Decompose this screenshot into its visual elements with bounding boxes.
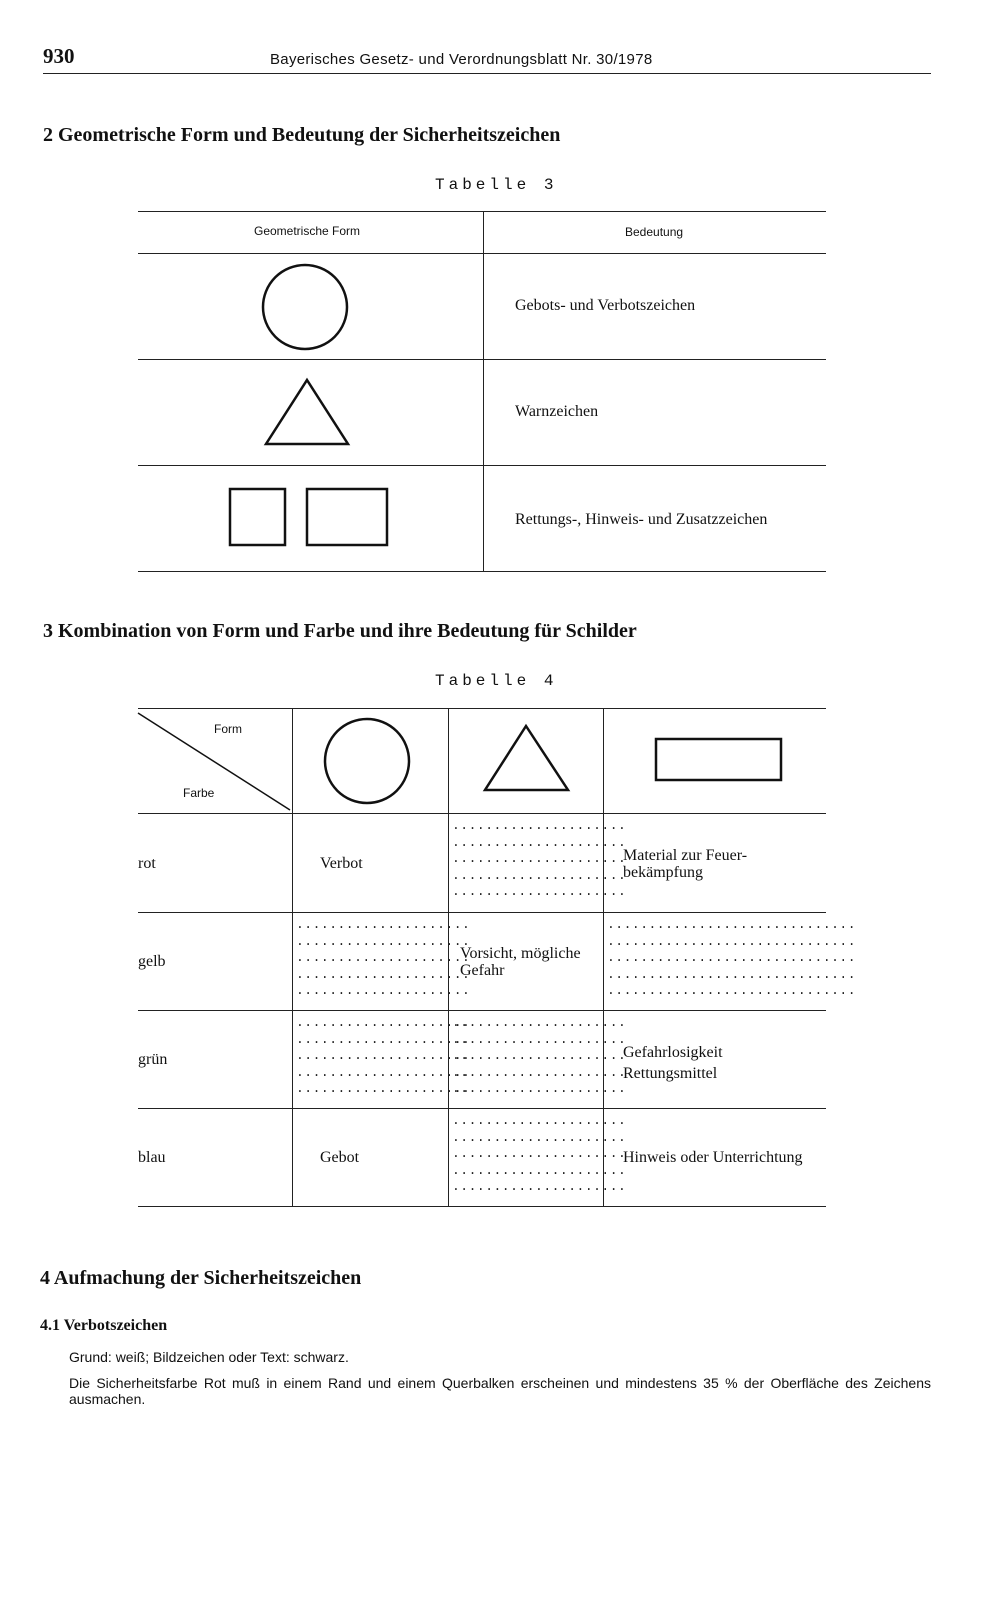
row-color-gruen: grün	[138, 1051, 168, 1068]
table-3-caption: Tabelle 3	[435, 176, 558, 194]
triangle-shape-icon	[480, 722, 575, 797]
subsection-4-1-heading: 4.1 Verbotszeichen	[40, 1317, 168, 1334]
rot-rectangle-cell: Material zur Feuer- bekämpfung	[623, 847, 748, 881]
corner-label-form: Form	[214, 722, 242, 736]
paragraph-sicherheitsfarbe: Die Sicherheitsfarbe Rot muß in einem Rand und einem Querbalken erscheinen und mindestens 35 % der Oberfläche des Zeichens ausmachen.	[69, 1375, 931, 1407]
blau-circle-cell: Gebot	[320, 1149, 360, 1166]
gruen-rectangle-cell: Gefahrlosigkeit Rettungsmittel	[623, 1044, 723, 1082]
t3-meaning-3: Rettungs-, Hinweis- und Zusatzzeichen	[515, 511, 768, 528]
running-title: Bayerisches Gesetz- und Verordnungsblatt Nr. 30/1978	[270, 51, 653, 68]
t3-col-bedeutung: Bedeutung	[625, 225, 684, 239]
page-number: 930	[43, 44, 75, 68]
t3-meaning-1: Gebots- und Verbotszeichen	[515, 297, 696, 314]
table-4-caption: Tabelle 4	[435, 672, 558, 690]
section-4-heading: 4 Aufmachung der Sicherheitszeichen	[40, 1267, 362, 1289]
rot-circle-cell: Verbot	[320, 855, 363, 872]
row-color-rot: rot	[138, 855, 156, 872]
gelb-circle-empty: ..................... ..................... ..................... ..................... .....................	[296, 917, 471, 998]
gruen-triangle-empty: ..................... ..................... ..................... ..................... .....................	[452, 1015, 627, 1096]
gelb-triangle-cell: Vorsicht, mögliche Gefahr	[460, 945, 581, 979]
t3-meaning-2: Warnzeichen	[515, 403, 599, 420]
gruen-circle-empty: ..................... ..................... ..................... ..................... .....................	[296, 1015, 471, 1096]
blau-rectangle-cell: Hinweis oder Unterrichtung	[623, 1149, 803, 1166]
rot-triangle-empty: ..................... ..................... ..................... ..................... .....................	[452, 818, 627, 899]
rectangle-shape-icon	[650, 732, 790, 787]
row-color-blau: blau	[138, 1149, 166, 1166]
t3-col-form: Geometrische Form	[254, 224, 361, 238]
section-3-heading: 3 Kombination von Form und Farbe und ihre Bedeutung für Schilder	[43, 620, 637, 642]
paragraph-grund: Grund: weiß; Bildzeichen oder Text: schwarz.	[69, 1349, 349, 1365]
corner-label-farbe: Farbe	[183, 786, 215, 800]
row-color-gelb: gelb	[138, 953, 166, 970]
circle-shape-icon	[318, 713, 418, 809]
section-2-heading: 2 Geometrische Form und Bedeutung der Sicherheitszeichen	[43, 124, 561, 146]
blau-triangle-empty: ..................... ..................... ..................... ..................... .....................	[452, 1113, 627, 1194]
gelb-rectangle-empty: .............................. .............................. .............................. .............................. ..............................	[607, 917, 857, 998]
